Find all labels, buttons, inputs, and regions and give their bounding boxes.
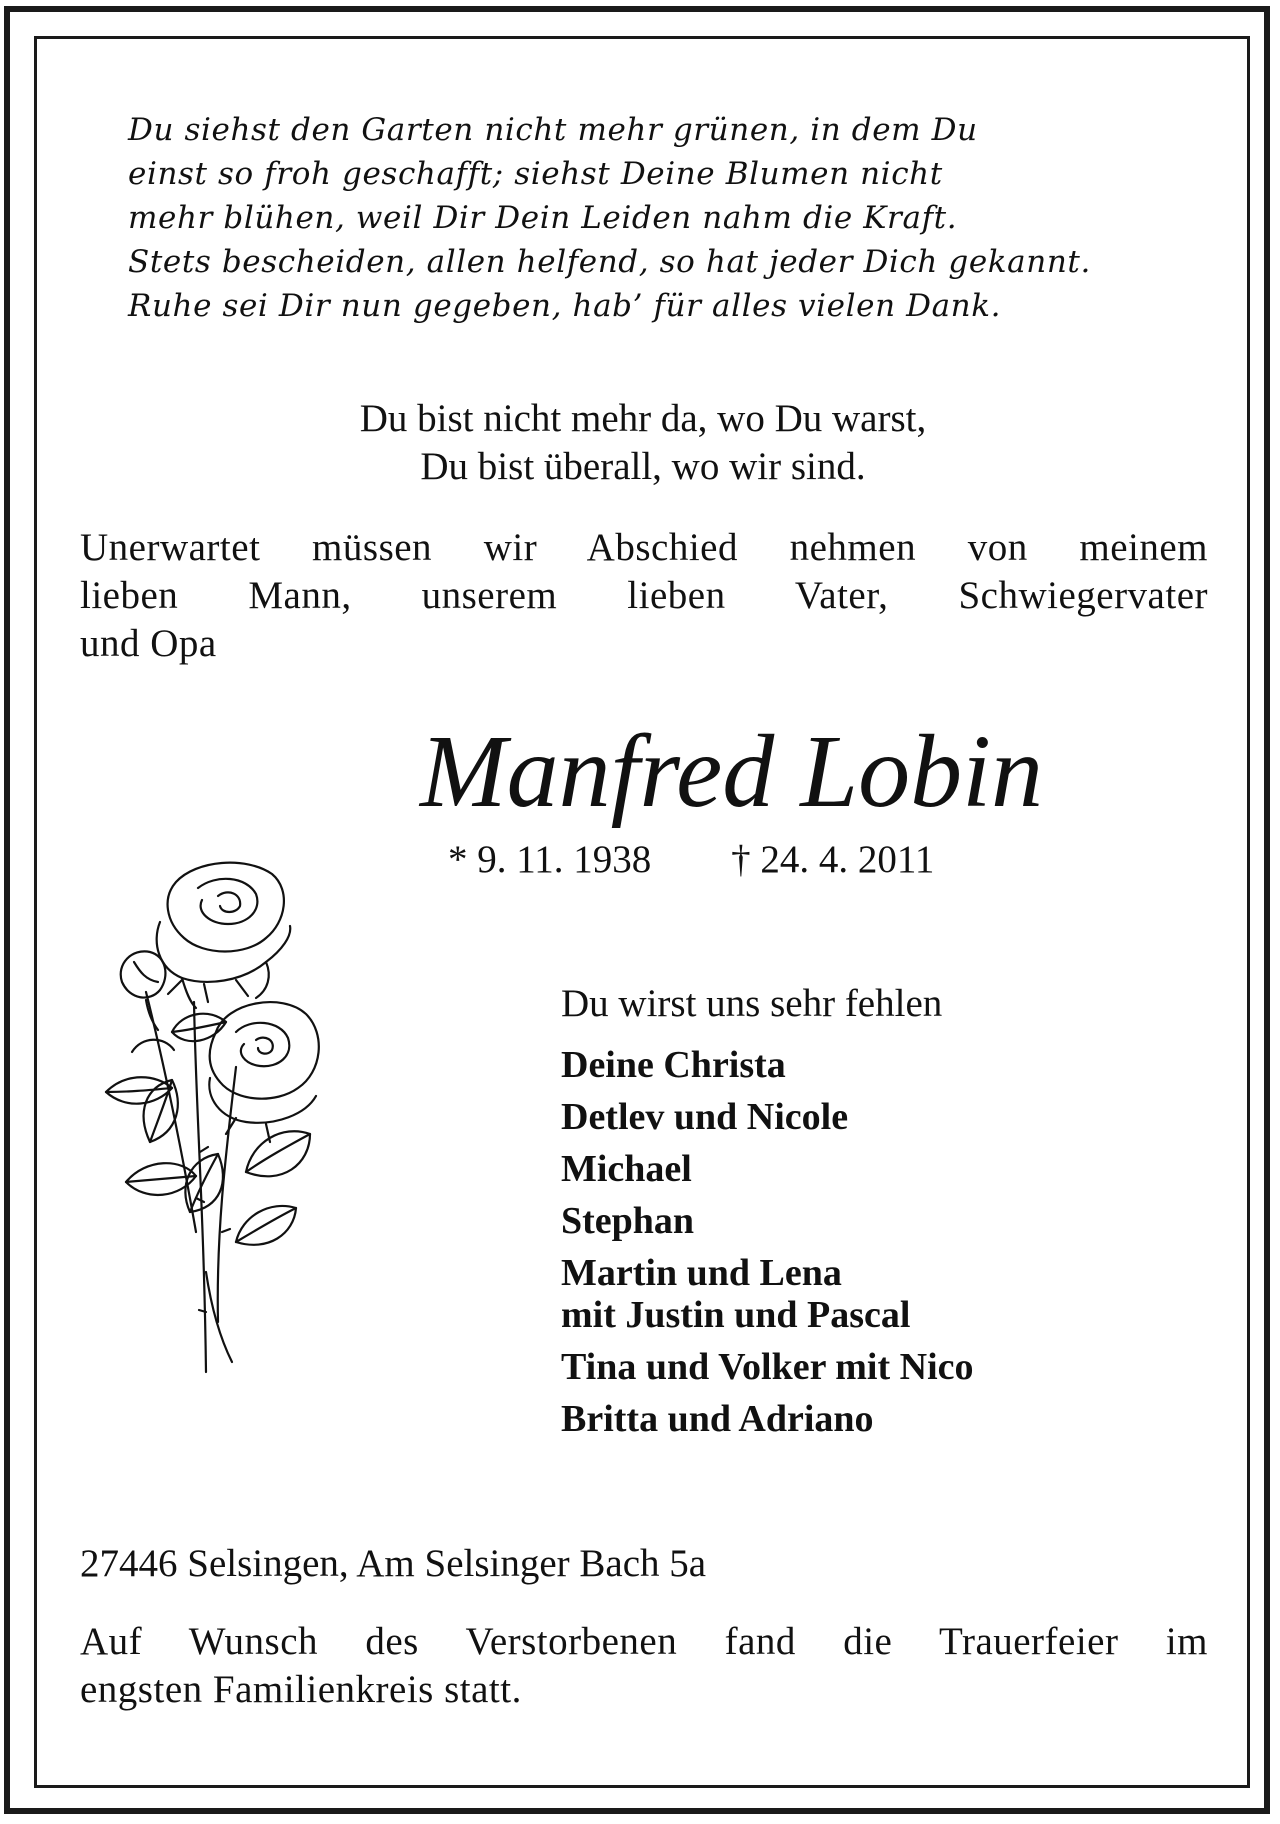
poem-line: Du siehst den Garten nicht mehr grünen, in dem Du	[128, 112, 978, 148]
mourner-name: Tina und Volker mit Nico	[561, 1346, 974, 1388]
life-dates	[448, 836, 934, 884]
birth-date: * 9. 11. 1938	[448, 838, 652, 881]
quote-line: Du bist nicht mehr da, wo Du warst,	[359, 397, 927, 440]
poem-line: Ruhe sei Dir nun gegeben, hab’ für alles vielen Dank.	[128, 288, 1002, 324]
mourners-list	[561, 1044, 974, 1450]
poem-line: einst so froh geschafft; siehst Deine Blumen nicht	[128, 156, 943, 192]
mourner-name-line: mit Justin und Pascal	[561, 1294, 911, 1336]
mourner-name: Deine Christa	[561, 1044, 786, 1086]
quote	[80, 395, 1206, 491]
death-date: † 24. 4. 2011	[731, 838, 935, 881]
family-address: 27446 Selsingen, Am Selsinger Bach 5a	[80, 1542, 707, 1585]
intro-line: Unerwartet müssen wir Abschied nehmen von meinem	[80, 526, 1208, 569]
miss-line: Du wirst uns sehr fehlen	[561, 982, 943, 1025]
deceased-name: Manfred Lobin	[420, 714, 1044, 829]
intro-line: lieben Mann, unserem lieben Vater, Schwiegervater	[80, 574, 1208, 617]
memorial-poem	[128, 108, 1228, 328]
closing-line: Auf Wunsch des Verstorbenen fand die Trauerfeier im	[80, 1620, 1208, 1663]
intro-line: und Opa	[80, 622, 217, 665]
closing-line: engsten Familienkreis statt.	[80, 1668, 522, 1711]
intro-text	[80, 524, 1208, 668]
mourner-name-line: Martin und Lena	[561, 1252, 842, 1294]
quote-line: Du bist überall, wo wir sind.	[420, 445, 866, 488]
mourner-name: Stephan	[561, 1200, 695, 1242]
poem-line: Stets bescheiden, allen helfend, so hat jeder Dich gekannt.	[128, 244, 1091, 280]
mourner-name: Detlev und Nicole	[561, 1096, 849, 1138]
mourner-name	[561, 1252, 974, 1336]
rose-bouquet-icon	[86, 852, 346, 1382]
mourner-name: Michael	[561, 1148, 692, 1190]
mourner-name: Britta und Adriano	[561, 1398, 874, 1440]
poem-line: mehr blühen, weil Dir Dein Leiden nahm die Kraft.	[128, 200, 958, 236]
closing-text	[80, 1618, 1208, 1714]
